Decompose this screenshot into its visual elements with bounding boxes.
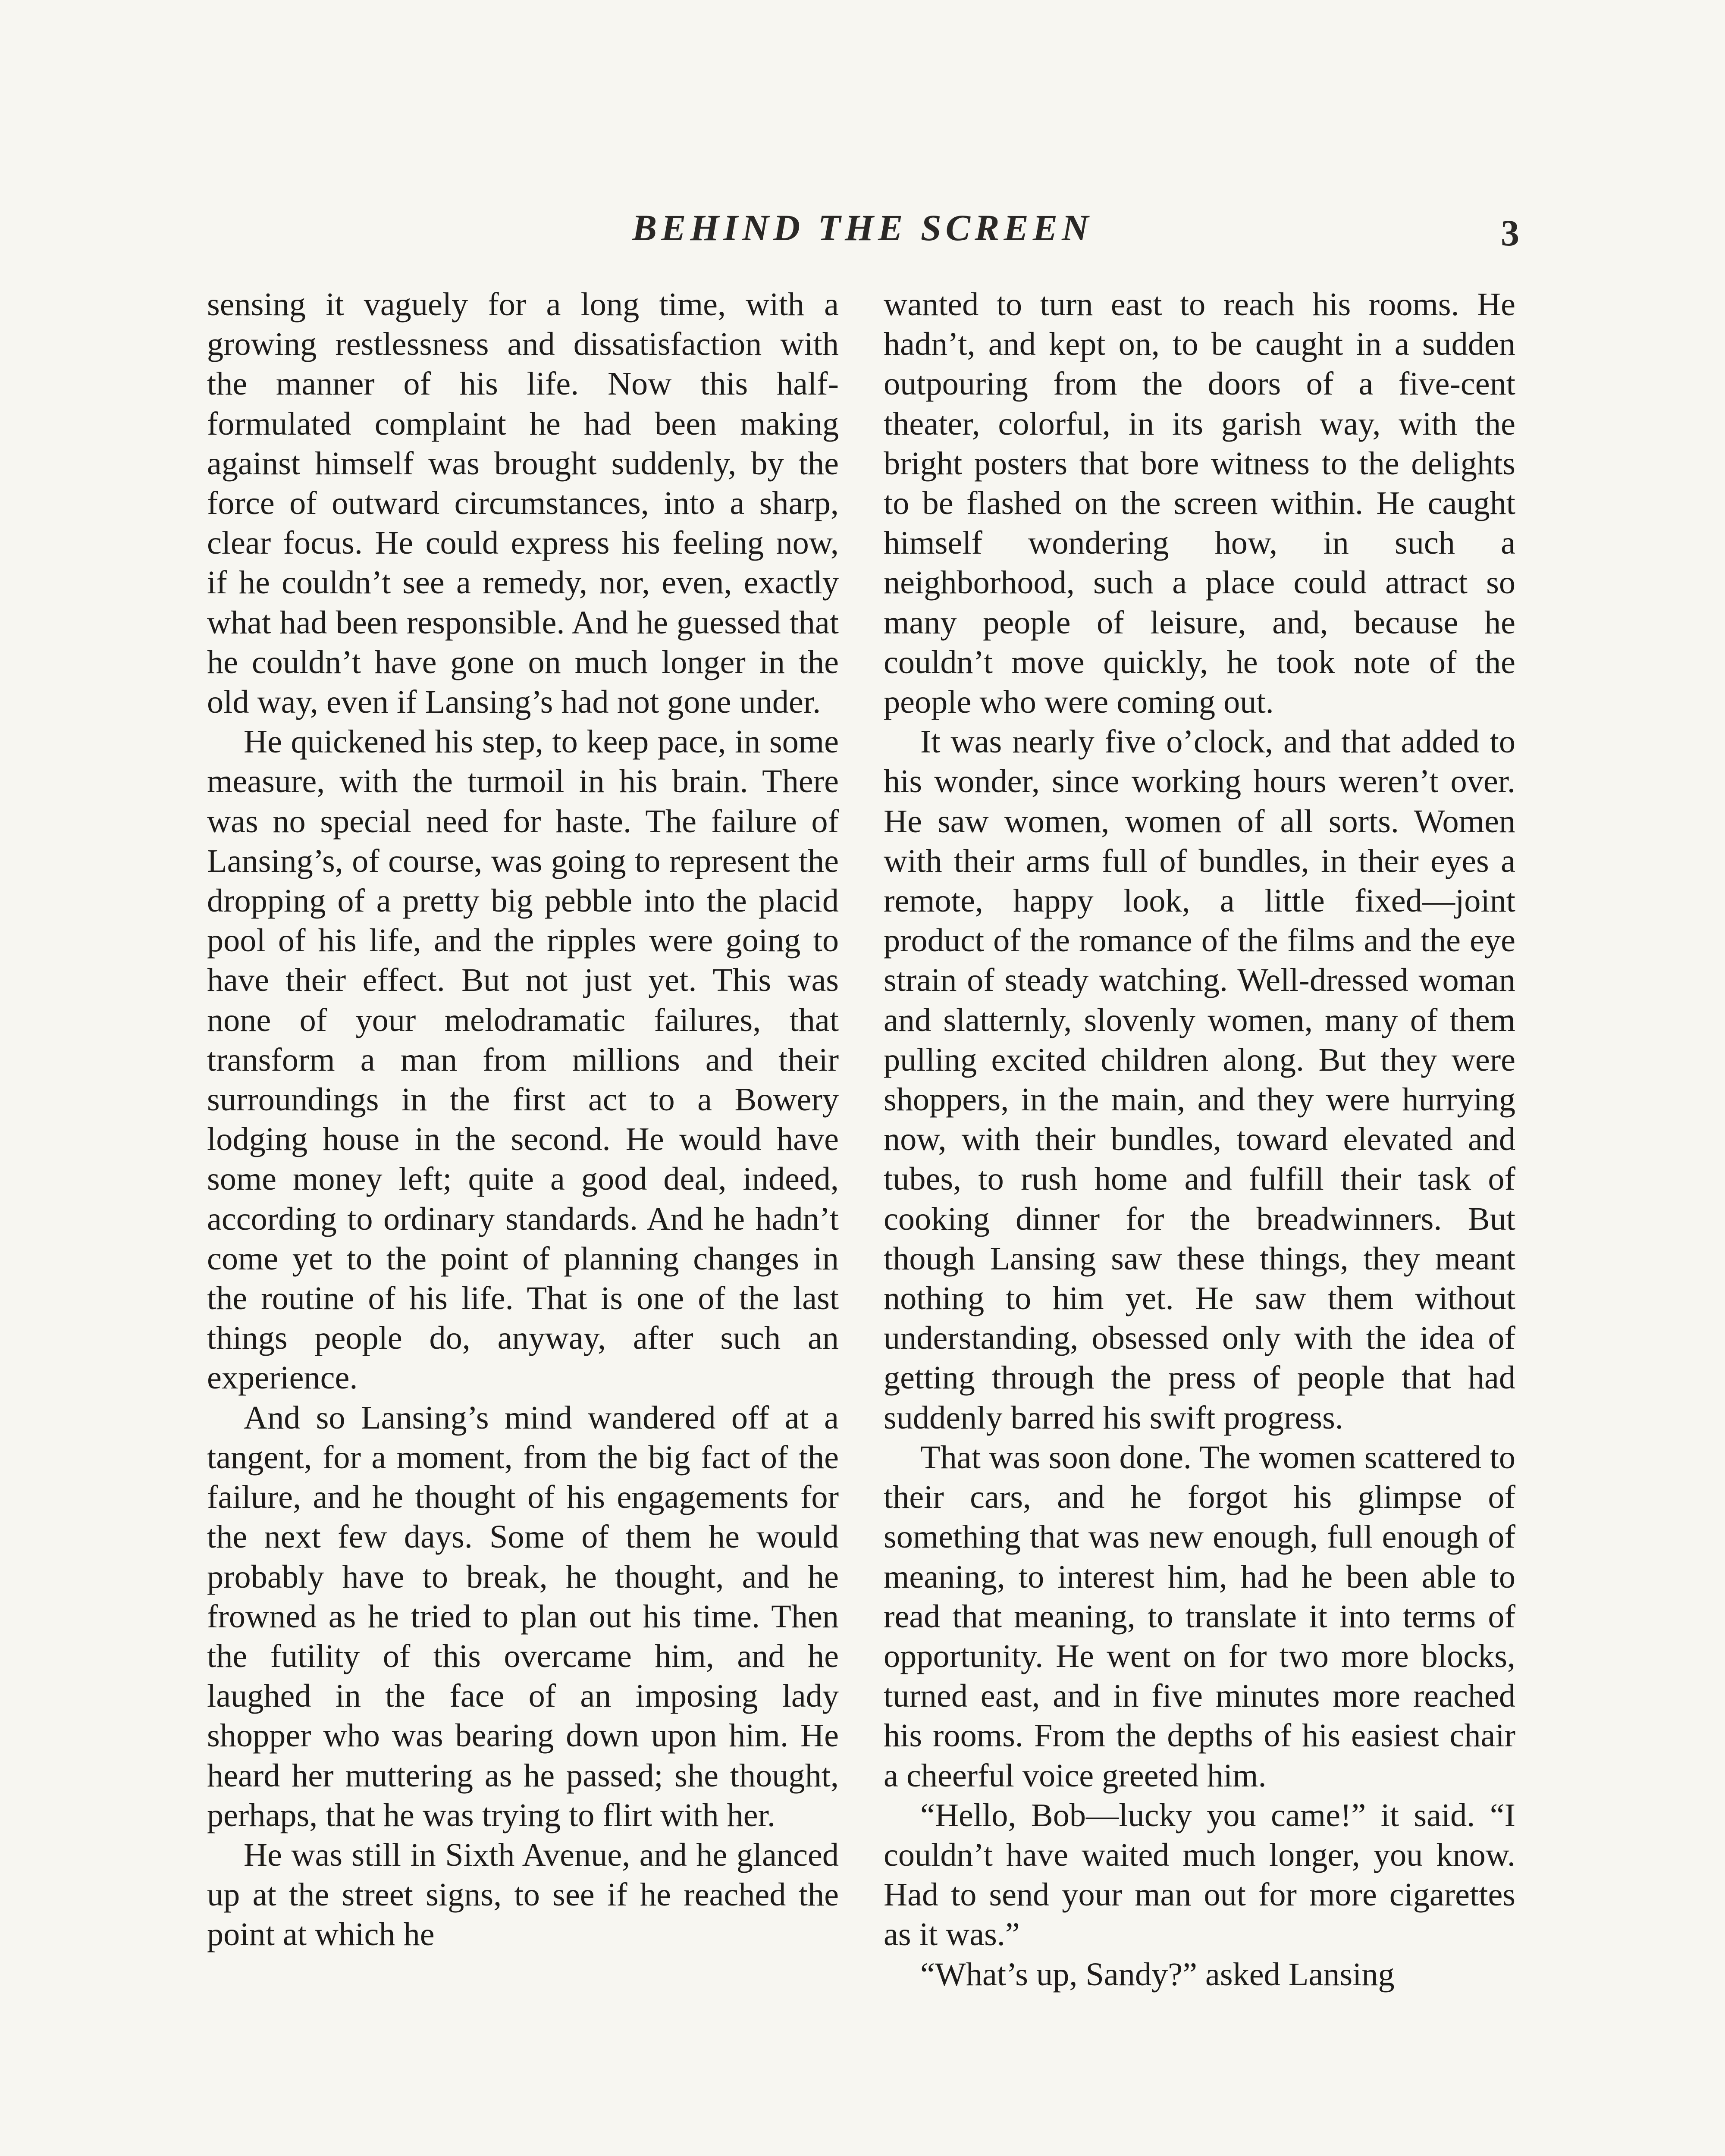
- paragraph: “Hello, Bob—lucky you came!” it said. “I couldn’t have waited much longer, you know. Had to send your man out for more cigarettes as it was.”: [884, 1796, 1515, 1953]
- text-column-right: [884, 285, 1515, 1994]
- paragraph: “What’s up, Sandy?” asked Lansing: [920, 1955, 1395, 1993]
- running-title: BEHIND THE SCREEN: [632, 207, 1093, 248]
- paragraph: That was soon done. The women scattered to their cars, and he forgot his glimpse of something that was new enough, full enough of meaning, to interest him, had he been able to read that meaning, to translate it into terms of opportunity. He went on for two more blocks, turned east, and in five minutes more reached his rooms. From the depths of his easiest chair a cheerful voice greeted him.: [884, 1438, 1515, 1794]
- paragraph: wanted to turn east to reach his rooms. He hadn’t, and kept on, to be caught in a sudden outpouring from the doors of a five-cent theater, colorful, in its garish way, with the bright posters that bore witness to the delights to be flashed on the screen within. He caught himself wondering how, in such a neighborhood, such a place could attract so many people of leisure, and, because he couldn’t move quickly, he took note of the people who were coming out.: [884, 286, 1515, 721]
- text-column-left: [207, 285, 839, 1955]
- paragraph: sensing it vaguely for a long time, with a growing restlessness and dissatisfaction with the manner of his life. Now this half-formulated complaint he had been making against himself was brought suddenly, by the force of outward circumstances, into a sharp, clear focus. He could express his feeling now, if he couldn’t see a remedy, nor, even, exactly what had been responsible. And he guessed that he couldn’t have gone on much longer in the old way, even if Lansing’s had not gone under.: [207, 286, 839, 721]
- paragraph: He was still in Sixth Avenue, and he glanced up at the street signs, to see if he reached the point at which he: [207, 1836, 839, 1953]
- paragraph: It was nearly five o’clock, and that added to his wonder, since working hours weren’t over. He saw women, women of all sorts. Women with their arms full of bundles, in their eyes a remote, happy look, a little fixed—joint product of the romance of the films and the eye strain of steady watching. Well-dressed woman and slatternly, slovenly women, many of them pulling excited children along. But they were shoppers, in the main, and they were hurrying now, with their bundles, toward elevated and tubes, to rush home and fulfill their task of cooking dinner for the breadwinners. But though Lansing saw these things, they meant nothing to him yet. He saw them without understanding, obsessed only with the idea of getting through the press of people that had suddenly barred his swift progress.: [884, 723, 1515, 1436]
- paragraph: He quickened his step, to keep pace, in some measure, with the turmoil in his brain. There was no special need for haste. The failure of Lansing’s, of course, was going to represent the dropping of a pretty big pebble into the placid pool of his life, and the ripples were going to have their effect. But not just yet. This was none of your melodramatic failures, that transform a man from millions and their surroundings in the first act to a Bowery lodging house in the second. He would have some money left; quite a good deal, indeed, according to ordinary standards. And he hadn’t come yet to the point of planning changes in the routine of his life. That is one of the last things people do, anyway, after such an experience.: [207, 723, 839, 1396]
- paragraph: And so Lansing’s mind wandered off at a tangent, for a moment, from the big fact of the failure, and he thought of his engagements for the next few days. Some of them he would probably have to break, he thought, and he frowned as he tried to plan out his time. Then the futility of this overcame him, and he laughed in the face of an imposing lady shopper who was bearing down upon him. He heard her muttering as he passed; she thought, perhaps, that he was trying to flirt with her.: [207, 1399, 839, 1833]
- page-number: 3: [1501, 212, 1519, 254]
